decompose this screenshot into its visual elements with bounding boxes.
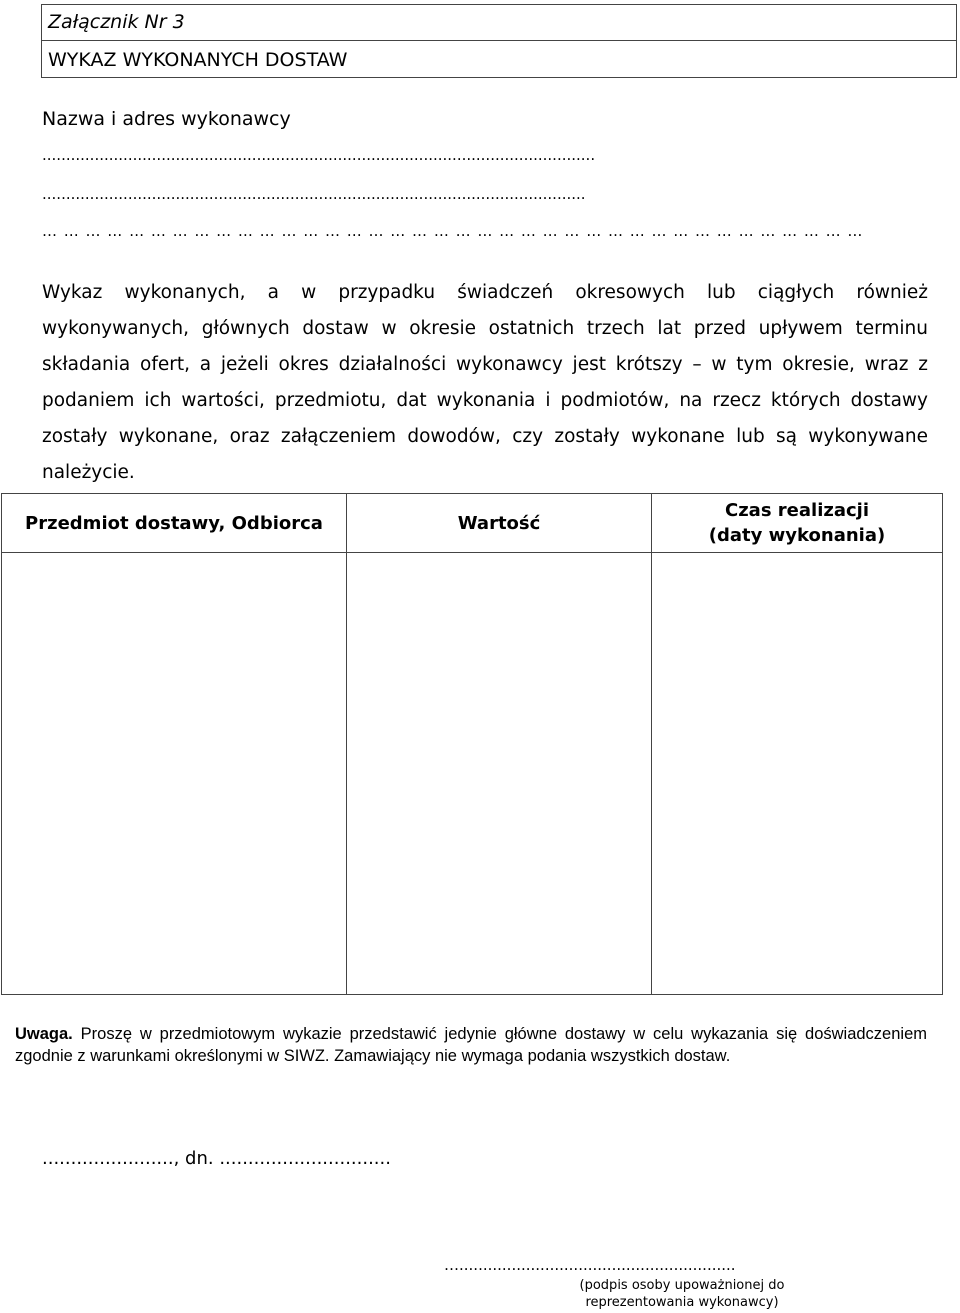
column-header-subject: Przedmiot dostawy, Odbiorca [2, 494, 347, 553]
note-text: Proszę w przedmiotowym wykazie przedstawić jedynie główne dostawy w celu wykazania się doświadczeniem zgodnie z warunkami określonymi w SIWZ. Zamawiający nie wymaga podania wszystkich dostaw. [15, 1025, 927, 1065]
deliveries-table [1, 493, 943, 995]
signature-caption [572, 1277, 792, 1311]
note-label: Uwaga. [15, 1025, 73, 1043]
table-row [2, 553, 943, 995]
annex-label: Załącznik Nr 3 [48, 11, 185, 33]
intro-paragraph: Wykaz wykonanych, a w przypadku świadczeń okresowych lub ciągłych również wykonywanych, głównych dostaw w okresie ostatnich trzech lat przed upływem terminu składania ofert, a jeżeli okres działalności wykonawcy jest krótszy – w tym okresie, wraz z podaniem ich wartości, przedmiotu, dat wykonania i podmiotów, na rzecz których dostawy zostały wykonane, oraz załączeniem dowodów, czy zostały wykonane lub są wykonywane należycie. [42, 282, 928, 483]
contractor-name-label: Nazwa i adres wykonawcy [42, 108, 291, 130]
contractor-fill-line-3: … … … … … … … … … … … … … … … … … … … … … … … … … … … … … … … … … … … … … … [42, 222, 864, 240]
contractor-fill-line-2: .................................................................................................................. [42, 185, 586, 203]
cell-subject[interactable] [2, 553, 347, 995]
table-header-row [2, 494, 943, 553]
column-header-period-line1: Czas realizacji [724, 500, 870, 521]
header-box [41, 4, 957, 78]
signature-caption-line1: (podpis osoby upoważnionej do [579, 1278, 785, 1293]
contractor-fill-line-1: .................................................................................................................... [42, 146, 596, 164]
column-header-period [652, 494, 943, 553]
note-paragraph [15, 1023, 927, 1067]
cell-period[interactable] [652, 553, 943, 995]
cell-value[interactable] [347, 553, 652, 995]
column-header-period-line2: (daty wykonania) [708, 525, 886, 546]
signature-caption-line2: reprezentowania wykonawcy) [585, 1295, 779, 1310]
signature-line[interactable]: ….......................................................... [444, 1256, 736, 1274]
column-header-value: Wartość [347, 494, 652, 553]
document-title: WYKAZ WYKONANYCH DOSTAW [48, 49, 348, 71]
place-date-field[interactable]: ......................., dn. .............................. [42, 1148, 391, 1169]
header-annex-row [42, 5, 956, 41]
